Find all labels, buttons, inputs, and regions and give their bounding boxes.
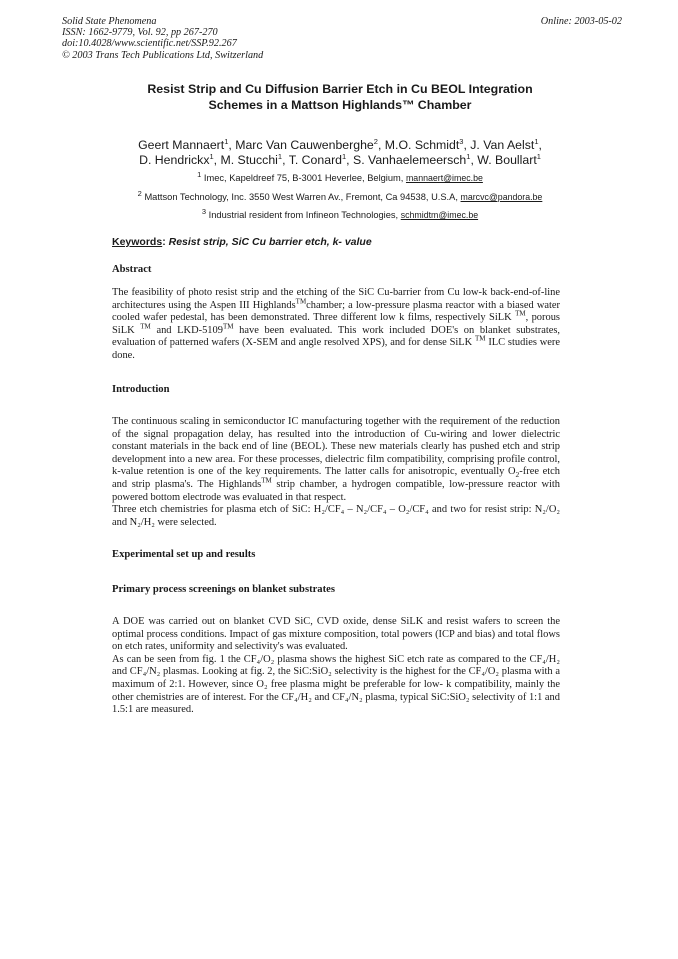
doe-paragraph-2: As can be seen from fig. 1 the CF₄/O₂ plasma shows the highest SiC etch rate as compared to the CF₄/H₂ and CF₄/N₂ plasmas. Looking at fig. 2, the SiC:SiO₂ selectivity is the highest for the CF₄/O₂ plasma with a maximum of 2:1. However, since O₂ free plasma might be preferable for low- k compatibility, mainly the other chemistries are of interest. For the CF₄/H₂ and CF₄/N₂ plasma, typical SiC:SiO₂ selectivity of 1:1 and 1.5:1 are measured. xyxy=(112,653,560,716)
author-name: J. Van Aelst xyxy=(470,138,535,152)
trademark-mark: TM xyxy=(261,476,272,485)
trademark-mark: TM xyxy=(295,297,307,306)
author-affiliation-mark: 1 xyxy=(224,136,229,146)
affiliation-text: Industrial resident from Infineon Technologies, xyxy=(208,210,399,220)
affiliation-3 xyxy=(70,206,610,221)
author-name: D. Hendrickx xyxy=(139,153,210,167)
issn-line: ISSN: 1662-9779, Vol. 92, pp 267-270 xyxy=(62,27,218,39)
author-name: W. Boullart xyxy=(477,153,537,167)
abstract-paragraph xyxy=(112,287,560,363)
online-date: Online: 2003-05-02 xyxy=(540,16,622,27)
affiliation-email-link[interactable]: marcvc@pandora.be xyxy=(460,192,543,202)
author-list: Geert Mannaert$^1$, Marc Van Cauwenberghe$^2$, M.O. Schmidt$^3$, J. Van Aelst$^1$, D. Hendrickx$^1$, M. Stucchi$^1$, T. Conard$^1$, S. Vanhaelemeersch$^1$, W. Boullart$^1$ xyxy=(138,136,542,167)
paper-title xyxy=(70,82,610,113)
keywords-label: Keywords xyxy=(112,236,163,248)
title-line-1: Resist Strip and Cu Diffusion Barrier Etch in Cu BEOL Integration xyxy=(147,82,533,96)
intro-text: strip chamber, a hydrogen compatible, low-pressure reactor with powered bottom electrode was evaluated in that respect. xyxy=(112,478,560,503)
affiliation-2 xyxy=(70,188,610,203)
abstract-text: chamber; a low-pressure plasma reactor with a biased water cooled wafer pedestal, has been demonstrated. Three different low k films, respectively SiLK xyxy=(112,299,560,324)
author-name: M.O. Schmidt xyxy=(384,138,460,152)
author-affiliation-mark: 1 xyxy=(342,151,347,161)
trademark-mark: TM xyxy=(222,322,234,331)
affiliation-email-link[interactable]: schmidtm@imec.be xyxy=(400,210,479,220)
affiliation-email-link[interactable]: mannaert@imec.be xyxy=(405,173,483,183)
introduction-heading: Introduction xyxy=(112,384,170,395)
affiliation-1 xyxy=(70,169,610,184)
author-name: Geert Mannaert xyxy=(138,138,225,152)
title-line-2: Schemes in a Mattson Highlands™ Chamber xyxy=(208,97,472,112)
affiliation-text: Imec, Kapeldreef 75, B-3001 Heverlee, Belgium, xyxy=(203,173,404,183)
doe-paragraph-1: A DOE was carried out on blanket CVD SiC, CVD oxide, dense SiLK and resist wafers to screen the optimal process conditions. Impact of gas mixture composition, total powers (ICP and bias) and total flows on etch rates, uniformity and selectivity's was evaluated. xyxy=(112,616,560,653)
abstract-text: have been evaluated. This work included DOE's on blanket substrates, evaluation of patterned wafers (X-SEM and angle resolved XPS), and for dense SiLK xyxy=(112,324,561,349)
affiliation-number: 2 xyxy=(137,188,142,198)
abstract-text: and LKD-5109 xyxy=(156,324,223,336)
author-affiliation-mark: 3 xyxy=(459,136,464,146)
journal-name: Solid State Phenomena xyxy=(62,16,157,27)
keywords-value: Resist strip, SiC Cu barrier etch, k- value xyxy=(168,236,372,248)
introduction-paragraph xyxy=(112,416,560,529)
intro-paragraph-2: Three etch chemistries for plasma etch of SiC: H₂/CF₄ – N₂/CF₄ – O₂/CF₄ and two for resist strip: N₂/O₂ and N₂/H₂ were selected. xyxy=(112,504,560,528)
author-name: S. Vanhaelemeersch xyxy=(353,153,467,167)
author-affiliation-mark: 1 xyxy=(534,136,539,146)
author-name: M. Stucchi xyxy=(220,153,278,167)
journal-header xyxy=(62,16,622,61)
abstract-heading: Abstract xyxy=(112,264,152,275)
doi-line: doi:10.4028/www.scientific.net/SSP.92.267 xyxy=(62,38,237,50)
author-affiliation-mark: 1 xyxy=(277,151,283,161)
experimental-heading: Experimental set up and results xyxy=(112,549,256,560)
author-name: T. Conard xyxy=(288,153,342,167)
subscript: 2 xyxy=(515,470,520,480)
primary-screenings-heading: Primary process screenings on blanket substrates xyxy=(112,584,335,595)
author-affiliation-mark: 1 xyxy=(466,151,471,161)
trademark-mark: TM xyxy=(475,334,486,343)
affiliation-number: 1 xyxy=(197,169,202,179)
author-name: Marc Van Cauwenberghe xyxy=(235,138,374,152)
trademark-mark: TM xyxy=(140,322,151,331)
abstract-text: , porous SiLK xyxy=(112,312,560,336)
trademark-mark: TM xyxy=(515,309,526,318)
author-affiliation-mark: 1 xyxy=(209,151,214,161)
affiliation-number: 3 xyxy=(201,206,207,216)
intro-text: -free etch and strip plasma's. The Highlands xyxy=(112,466,560,490)
keywords-line xyxy=(112,236,572,248)
intro-text: The continuous scaling in semiconductor IC manufacturing together with the requirement of the reduction of the signal propagation delay, has resulted into the introduction of Cu-wiring and lower dielectric constant materials in the back end of line (BEOL). These new materials clearly has pushed etch and strip development into a new area. For these processes, dielectric film compatibility, comprising profile control, k-value retention is one of the key requirements. The latter calls for anisotropic, eventually O xyxy=(112,416,560,478)
affiliation-text: Mattson Technology, Inc. 3550 West Warren Av., Fremont, Ca 94538, U.S.A, xyxy=(144,192,458,202)
abstract-text: The feasibility of photo resist strip and the etching of the SiC Cu-barrier from Cu low-k back-end-of-line architectures using the Aspen III Highlands xyxy=(112,287,560,311)
keywords-colon: : xyxy=(162,236,166,248)
copyright-line: © 2003 Trans Tech Publications Ltd, Switzerland xyxy=(62,49,264,61)
author-affiliation-mark: 2 xyxy=(373,136,378,146)
doe-paragraph xyxy=(112,616,560,717)
author-affiliation-mark: 1 xyxy=(536,151,541,161)
abstract-text: ILC studies were done. xyxy=(112,337,560,361)
